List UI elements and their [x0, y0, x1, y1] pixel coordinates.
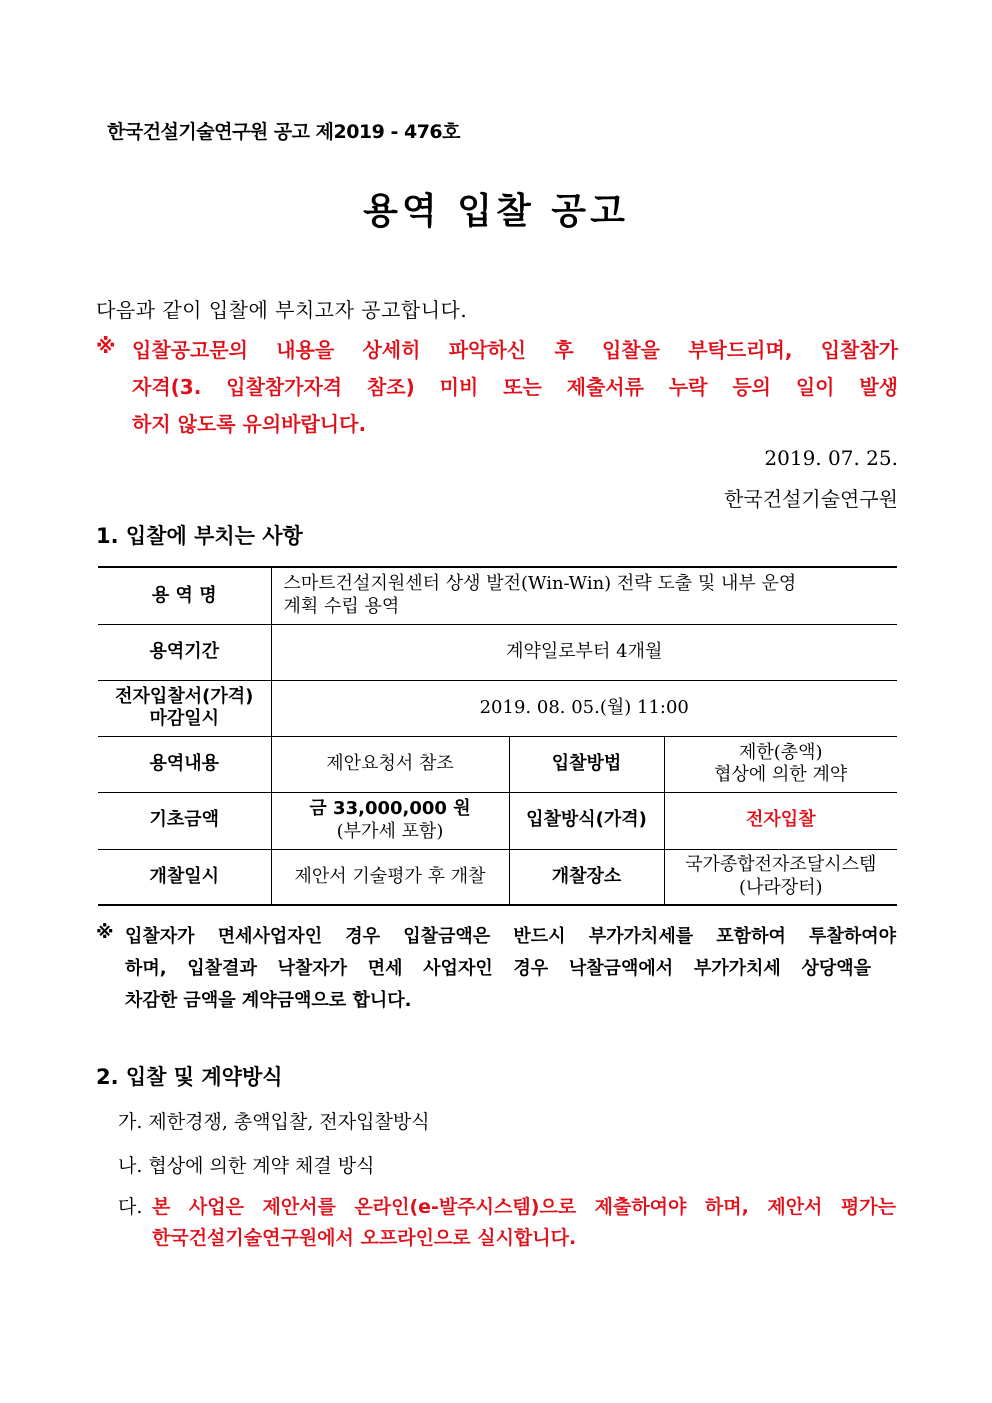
deadline-label-line-1: 전자입찰서(가격) — [115, 685, 254, 707]
table-row — [98, 792, 897, 849]
deadline-label — [98, 680, 271, 736]
table-row — [98, 736, 897, 792]
base-amount-value — [271, 792, 509, 849]
bid-method-line-2: 협상에 의한 계약 — [714, 764, 848, 785]
base-amount-label: 기초금액 — [98, 792, 271, 849]
table-row — [98, 624, 897, 680]
bid-method-value — [664, 736, 897, 792]
base-amount-line-1: 금 33,000,000 원 — [309, 798, 471, 819]
warning-line-1: 입찰공고문의 내용을 상세히 파악하신 후 입찰을 부탁드리며, 입찰참가 — [132, 338, 898, 362]
service-name-line-1: 스마트건설지원센터 상생 발전(Win-Win) 전략 도출 및 내부 운영 — [283, 573, 797, 595]
opening-place-value — [664, 849, 897, 905]
bid-info-table — [98, 566, 897, 906]
content-value: 제안요청서 참조 — [271, 736, 509, 792]
content-label: 용역내용 — [98, 736, 271, 792]
list-item-c-line-1: 본 사업은 제안서를 온라인(e-발주시스템)으로 제출하여야 하며, 제안서 평가는 — [152, 1196, 896, 1218]
note-mark: ※ — [96, 922, 114, 943]
bid-type-value: 전자입찰 — [664, 792, 897, 849]
service-name-label: 용 역 명 — [98, 567, 271, 624]
table-row — [98, 680, 897, 736]
note-line-2: 하며, 입찰결과 낙찰자가 면세 사업자인 경우 낙찰금액에서 부가가치세 상당액을 — [125, 958, 871, 979]
opening-time-value: 제안서 기술평가 후 개찰 — [271, 849, 509, 905]
list-item-c-line-2: 한국건설기술연구원에서 오프라인으로 실시합니다. — [152, 1227, 577, 1249]
opening-place-line-1: 국가종합전자조달시스템 — [685, 854, 877, 876]
page-title: 용역 입찰 공고 — [363, 191, 629, 232]
bid-method-line-1: 제한(총액) — [738, 741, 823, 763]
deadline-label-line-2: 마감일시 — [149, 708, 220, 729]
base-amount-line-2: (부가세 포함) — [336, 820, 444, 842]
intro-text: 다음과 같이 입찰에 부치고자 공고합니다. — [96, 298, 468, 322]
table-row — [98, 849, 897, 905]
opening-place-line-2: (나라장터) — [738, 876, 823, 898]
table-row — [98, 567, 897, 624]
notice-date: 2019. 07. 25. — [764, 446, 898, 470]
notice-number: 한국건설기술연구원 공고 제2019 - 476호 — [107, 121, 460, 143]
note-line-3: 차감한 금액을 계약금액으로 합니다. — [125, 990, 412, 1011]
list-item-c-prefix: 다. — [118, 1196, 143, 1218]
section-2-heading: 2. 입찰 및 계약방식 — [96, 1065, 283, 1089]
organization-name: 한국건설기술연구원 — [724, 487, 898, 511]
warning-line-2: 자격(3. 입찰참가자격 참조) 미비 또는 제출서류 누락 등의 일이 발생 — [132, 375, 898, 399]
bid-method-label: 입찰방법 — [509, 736, 664, 792]
section-1-heading: 1. 입찰에 부치는 사항 — [96, 524, 303, 548]
list-item-a: 가. 제한경쟁, 총액입찰, 전자입찰방식 — [118, 1111, 430, 1133]
bid-type-label: 입찰방식(가격) — [509, 792, 664, 849]
service-name-value — [271, 567, 897, 624]
list-item-b: 나. 협상에 의한 계약 체결 방식 — [118, 1155, 375, 1177]
warning-line-3: 하지 않도록 유의바랍니다. — [132, 412, 367, 436]
opening-place-label: 개찰장소 — [509, 849, 664, 905]
opening-time-label: 개찰일시 — [98, 849, 271, 905]
note-line-1: 입찰자가 면세사업자인 경우 입찰금액은 반드시 부가가치세를 포함하여 투찰하여야 — [125, 926, 896, 947]
period-value: 계약일로부터 4개월 — [271, 624, 897, 680]
period-label: 용역기간 — [98, 624, 271, 680]
service-name-line-2: 계획 수립 용역 — [283, 595, 400, 617]
warning-mark: ※ — [96, 334, 116, 358]
deadline-value: 2019. 08. 05.(월) 11:00 — [271, 680, 897, 736]
